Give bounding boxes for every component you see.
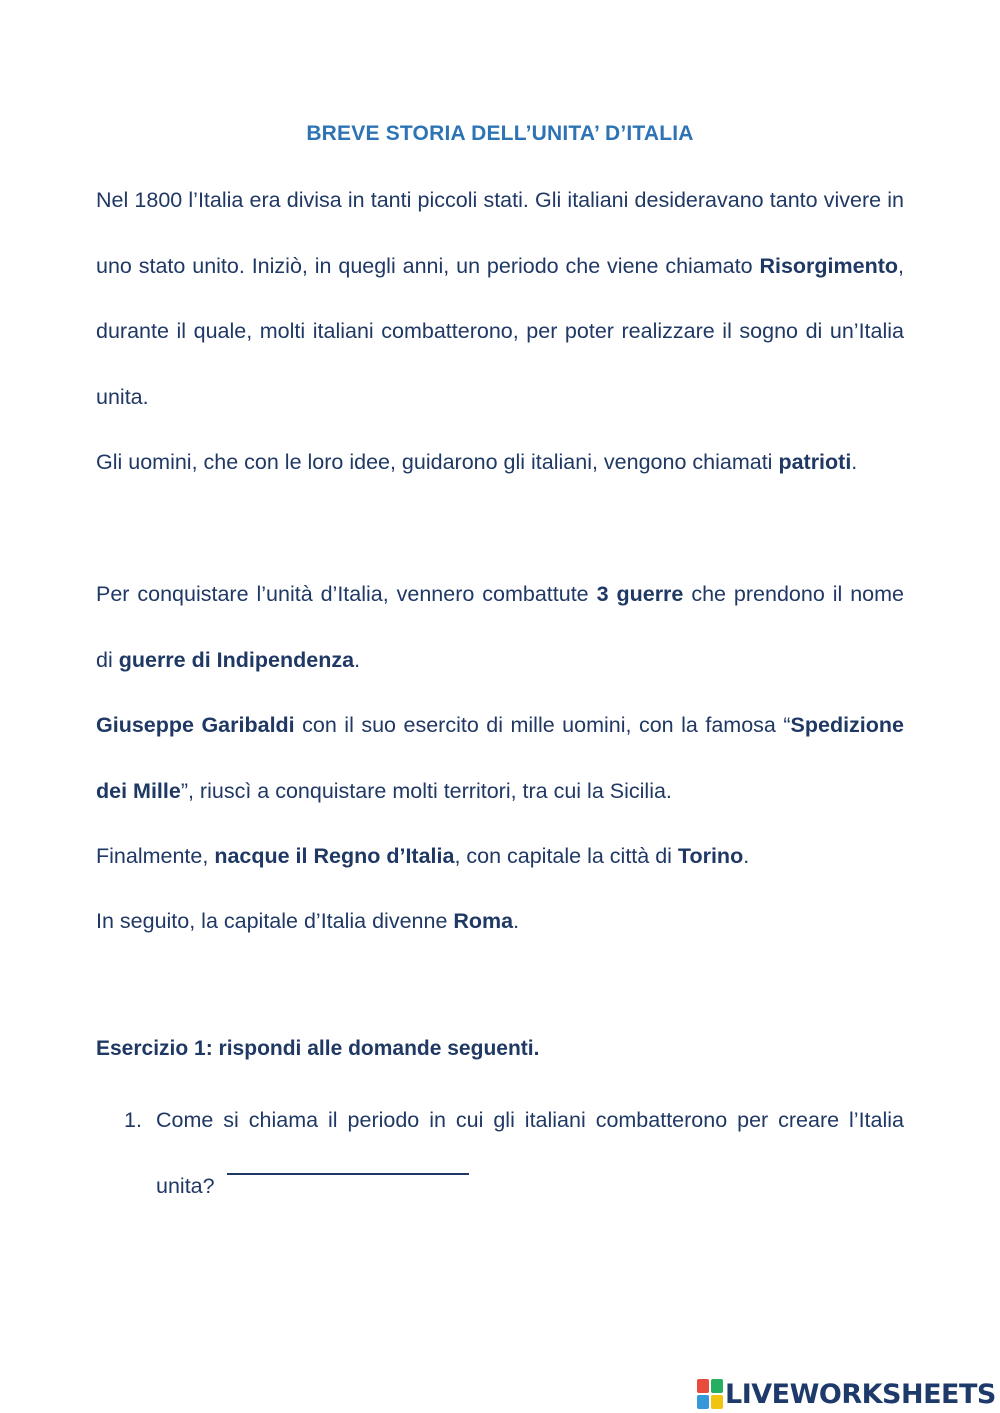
bold-term: Torino <box>677 844 744 868</box>
brand-name: LIVEWORKSHEETS <box>725 1378 996 1410</box>
text: Finalmente, <box>96 844 215 868</box>
liveworksheets-icon <box>697 1379 723 1409</box>
text: In seguito, la capitale d’Italia divenne <box>96 909 454 933</box>
paragraph-patrioti <box>96 430 904 496</box>
answer-blank[interactable] <box>227 1153 469 1175</box>
bold-term: Risorgimento <box>759 253 899 278</box>
bold-term: nacque il Regno d’Italia <box>214 844 455 868</box>
text: . <box>743 844 750 868</box>
text: Nel 1800 l’Italia era divisa in tanti piccoli stati. Gli italiani desideravano tanto vivere in uno stato unito. Iniziò, in quegli anni, un periodo che viene chiamato <box>96 188 904 278</box>
paragraph-regno <box>96 824 904 890</box>
bold-term: Spedizione dei Mille <box>96 713 904 803</box>
text: . <box>851 450 858 474</box>
question-number: 1. <box>124 1108 142 1132</box>
question-text: Come si chiama il periodo in cui gli italiani combatterono per creare l’Italia unita? <box>156 1108 904 1198</box>
answer-input[interactable] <box>227 1176 467 1199</box>
paragraph-guerre <box>96 562 904 693</box>
brand-logo[interactable] <box>697 1376 996 1412</box>
text: , con capitale la città di <box>454 844 678 868</box>
paragraph-garibaldi <box>96 693 904 824</box>
bold-term: patrioti <box>778 450 852 474</box>
text: , durante il quale, molti italiani combatterono, per poter realizzare il sogno di un’Italia unita. <box>96 253 904 409</box>
bold-term: Roma <box>453 909 514 933</box>
page-title: BREVE STORIA DELL’UNITA’ D’ITALIA <box>306 122 694 145</box>
paragraph-risorgimento <box>96 168 904 430</box>
bold-term: Giuseppe Garibaldi <box>96 713 295 737</box>
text: Gli uomini, che con le loro idee, guidarono gli italiani, vengono chiamati <box>96 450 779 474</box>
text: che prendono il nome di <box>96 582 904 672</box>
text: . <box>513 909 520 933</box>
question-text-block <box>156 1087 904 1219</box>
bold-term: guerre di Indipendenza <box>118 647 355 672</box>
exercise-title: Esercizio 1: rispondi alle domande seguenti. <box>96 1037 540 1060</box>
text: . <box>354 647 361 672</box>
text: con il suo esercito di mille uomini, con la famosa “ <box>294 713 791 737</box>
text: ”, riuscì a conquistare molti territori, tra cui la Sicilia. <box>180 778 672 803</box>
text: Per conquistare l’unità d’Italia, vennero combattute <box>96 582 597 606</box>
paragraph-roma <box>96 889 904 955</box>
bold-term: 3 guerre <box>596 582 684 606</box>
question-item <box>124 1087 904 1219</box>
